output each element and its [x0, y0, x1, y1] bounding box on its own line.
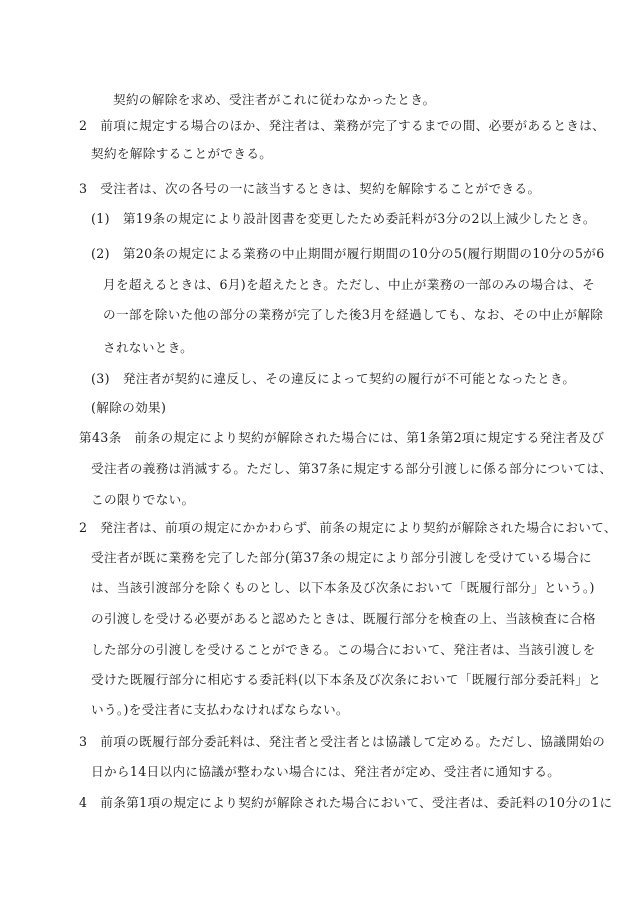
document-text-line: されないとき。 — [103, 340, 194, 355]
document-text-line: 受けた既履行部分に相応する委託料(以下本条及び次条において「既履行部分委託料」と — [91, 672, 602, 687]
document-text-line: (解除の効果) — [91, 400, 167, 415]
document-text-line: いう。)を受注者に支払わなければならない。 — [91, 702, 349, 717]
document-text-line: 受注者が既に業務を完了した部分(第37条の規定により部分引渡しを受けている場合に — [91, 550, 592, 565]
document-text-line: この限りでない。 — [91, 492, 195, 507]
document-text-line: 日から14日以内に協議が整わない場合には、発注者が定め、受注者に通知する。 — [91, 764, 561, 779]
document-text-line: 3 受注者は、次の各号の一に該当するときは、契約を解除することができる。 — [79, 181, 541, 196]
document-text-line: した部分の引渡しを受けることができる。この場合において、発注者は、当該引渡しを — [91, 642, 596, 657]
document-text-line: 3 前項の既履行部分委託料は、発注者と受注者とは協議して定める。ただし、協議開始の — [79, 734, 606, 749]
document-text-line: の引渡しを受ける必要があると認めたときは、既履行部分を検査の上、当該検査に合格 — [91, 611, 596, 626]
document-text-line: 2 発注者は、前項の規定にかかわらず、前条の規定により契約が解除された場合において、 — [79, 520, 617, 535]
document-text-line: (2) 第20条の規定による業務の中止期間が履行期間の10分の5(履行期間の10分の5が6 — [91, 246, 605, 261]
document-text-line: 契約を解除することができる。 — [91, 146, 273, 161]
document-text-line: 2 前項に規定する場合のほか、発注者は、業務が完了するまでの間、必要があるときは、 — [79, 118, 606, 133]
document-text-line: は、当該引渡部分を除くものとし、以下本条及び次条において「既履行部分」という。) — [91, 580, 595, 595]
document-text-line: 受注者の義務は消滅する。ただし、第37条に規定する部分引渡しに係る部分については、 — [91, 461, 613, 476]
document-text-line: 月を超えるときは、6月)を超えたとき。ただし、中止が業務の一部のみの場合は、そ — [103, 277, 596, 292]
document-text-line: 4 前条第1項の規定により契約が解除された場合において、受注者は、委託料の10分の1に — [79, 795, 613, 810]
document-text-line: (1) 第19条の規定により設計図書を変更したため委託料が3分の2以上減少したとき。 — [91, 211, 596, 226]
document-text-line: の一部を除いた他の部分の業務が完了した後3月を経過しても、なお、その中止が解除 — [103, 307, 604, 322]
document-text-line: 第43条 前条の規定により契約が解除された場合には、第1条第2項に規定する発注者及び — [79, 430, 605, 445]
document-text-line: (3) 発注者が契約に違反し、その違反によって契約の履行が不可能となったとき。 — [91, 371, 576, 386]
document-text-line: 契約の解除を求め、受注者がこれに従わなかったとき。 — [113, 92, 436, 107]
